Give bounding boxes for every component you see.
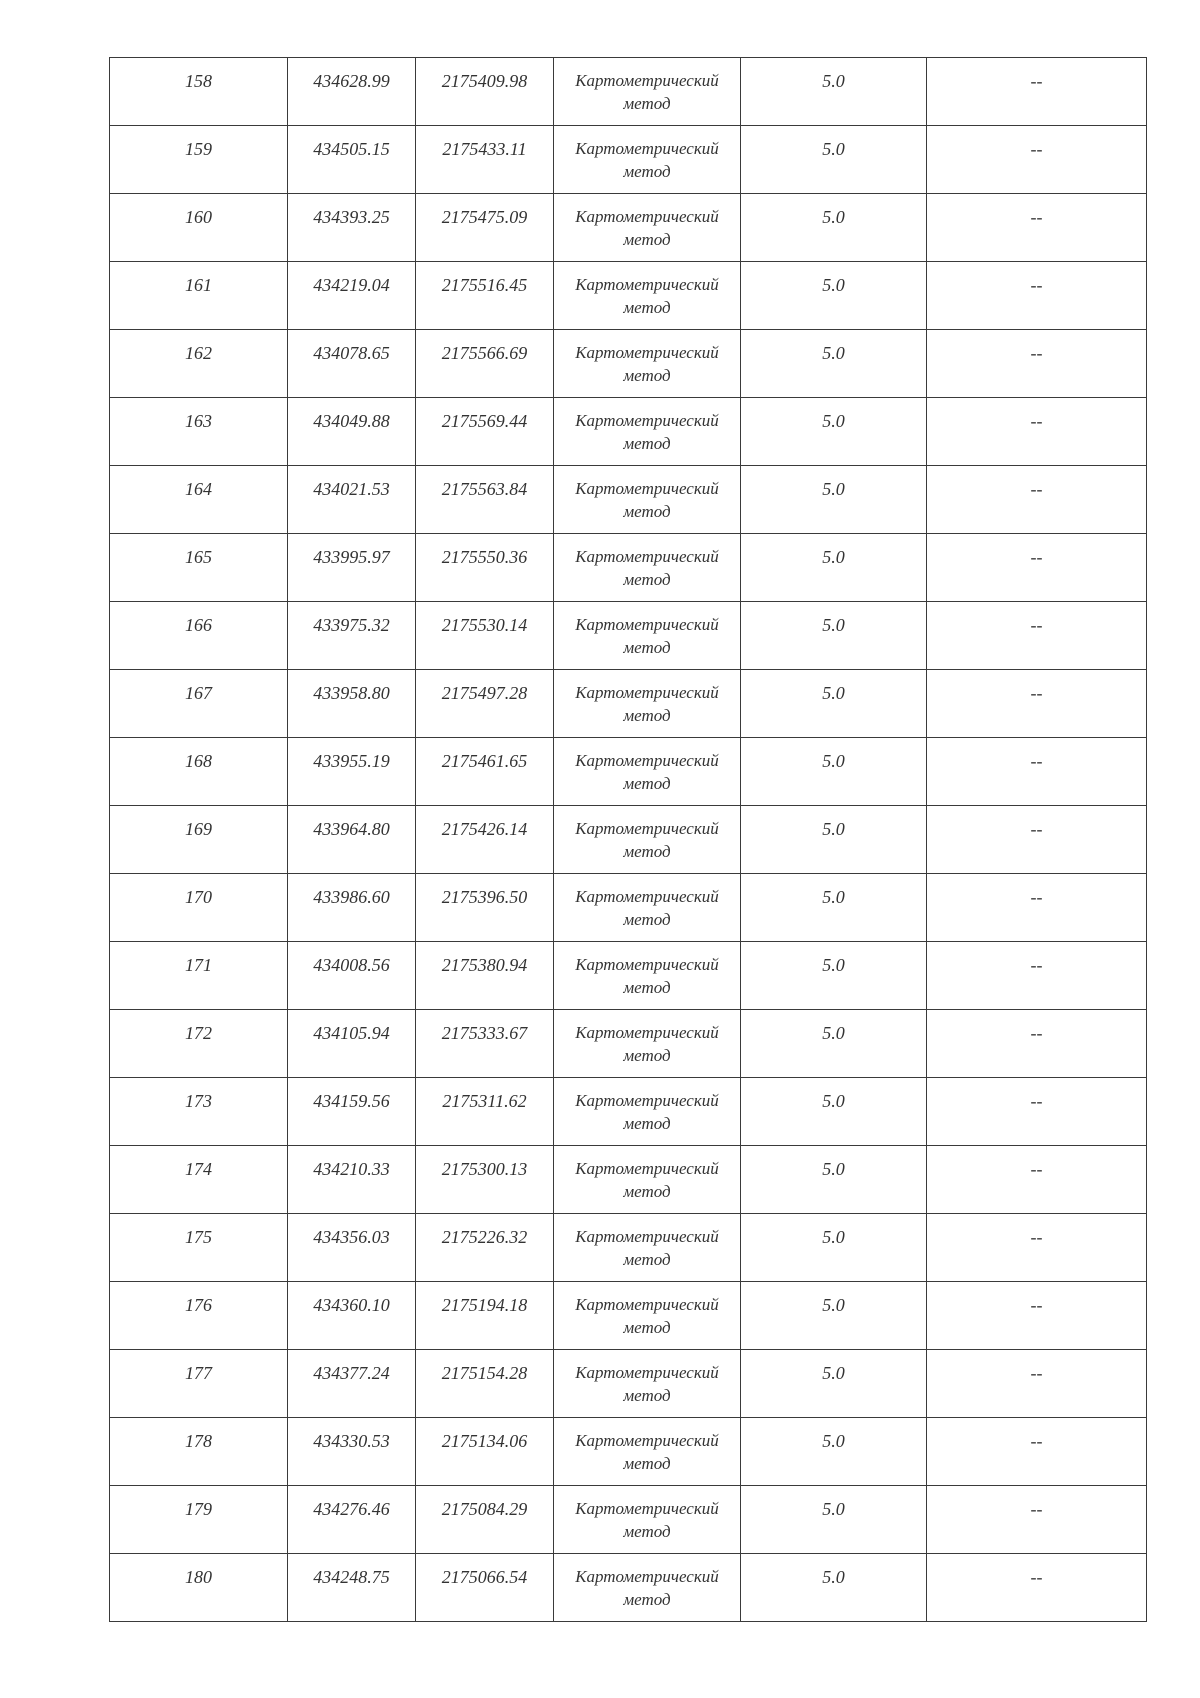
x-coordinate-cell: 434159.56 bbox=[288, 1078, 416, 1146]
y-coordinate-cell: 2175194.18 bbox=[416, 1282, 554, 1350]
x-coordinate-cell: 433955.19 bbox=[288, 738, 416, 806]
note-cell: -- bbox=[927, 398, 1147, 466]
table-row bbox=[110, 398, 1147, 466]
y-coordinate-cell: 2175311.62 bbox=[416, 1078, 554, 1146]
x-coordinate-cell: 434078.65 bbox=[288, 330, 416, 398]
accuracy-cell: 5.0 bbox=[741, 194, 927, 262]
method-text-line: Картометрический bbox=[575, 343, 719, 362]
y-coordinate-cell: 2175066.54 bbox=[416, 1554, 554, 1622]
method-text-line: метод bbox=[623, 910, 671, 929]
method-cell bbox=[554, 738, 741, 806]
method-text-line: метод bbox=[623, 1386, 671, 1405]
y-coordinate-cell: 2175566.69 bbox=[416, 330, 554, 398]
table-row bbox=[110, 1214, 1147, 1282]
point-number-cell: 180 bbox=[110, 1554, 288, 1622]
accuracy-cell: 5.0 bbox=[741, 1418, 927, 1486]
note-cell: -- bbox=[927, 670, 1147, 738]
method-text-line: метод bbox=[623, 1046, 671, 1065]
method-text-line: Картометрический bbox=[575, 411, 719, 430]
accuracy-cell: 5.0 bbox=[741, 602, 927, 670]
y-coordinate-cell: 2175516.45 bbox=[416, 262, 554, 330]
y-coordinate-cell: 2175333.67 bbox=[416, 1010, 554, 1078]
accuracy-cell: 5.0 bbox=[741, 874, 927, 942]
method-text-line: метод bbox=[623, 434, 671, 453]
x-coordinate-cell: 434219.04 bbox=[288, 262, 416, 330]
method-cell bbox=[554, 874, 741, 942]
point-number-cell: 178 bbox=[110, 1418, 288, 1486]
point-number-cell: 172 bbox=[110, 1010, 288, 1078]
method-text-line: Картометрический bbox=[575, 1363, 719, 1382]
method-cell bbox=[554, 1418, 741, 1486]
method-text-line: метод bbox=[623, 1590, 671, 1609]
note-cell: -- bbox=[927, 1418, 1147, 1486]
table-row bbox=[110, 806, 1147, 874]
method-cell bbox=[554, 1282, 741, 1350]
y-coordinate-cell: 2175530.14 bbox=[416, 602, 554, 670]
method-cell bbox=[554, 1146, 741, 1214]
table-row bbox=[110, 58, 1147, 126]
accuracy-cell: 5.0 bbox=[741, 466, 927, 534]
note-cell: -- bbox=[927, 1282, 1147, 1350]
x-coordinate-cell: 434021.53 bbox=[288, 466, 416, 534]
table-row bbox=[110, 942, 1147, 1010]
point-number-cell: 161 bbox=[110, 262, 288, 330]
method-text-line: метод bbox=[623, 706, 671, 725]
coordinates-table bbox=[109, 57, 1147, 1622]
method-text-line: Картометрический bbox=[575, 1499, 719, 1518]
accuracy-cell: 5.0 bbox=[741, 330, 927, 398]
accuracy-cell: 5.0 bbox=[741, 1554, 927, 1622]
point-number-cell: 166 bbox=[110, 602, 288, 670]
point-number-cell: 179 bbox=[110, 1486, 288, 1554]
method-cell bbox=[554, 1010, 741, 1078]
method-text-line: метод bbox=[623, 162, 671, 181]
method-text-line: Картометрический bbox=[575, 955, 719, 974]
method-text-line: метод bbox=[623, 774, 671, 793]
method-text-line: метод bbox=[623, 298, 671, 317]
x-coordinate-cell: 433986.60 bbox=[288, 874, 416, 942]
point-number-cell: 160 bbox=[110, 194, 288, 262]
note-cell: -- bbox=[927, 466, 1147, 534]
y-coordinate-cell: 2175084.29 bbox=[416, 1486, 554, 1554]
point-number-cell: 174 bbox=[110, 1146, 288, 1214]
table-row bbox=[110, 1418, 1147, 1486]
method-text-line: метод bbox=[623, 1182, 671, 1201]
coordinates-table-body bbox=[110, 58, 1147, 1622]
method-text-line: метод bbox=[623, 366, 671, 385]
method-text-line: метод bbox=[623, 1318, 671, 1337]
method-text-line: Картометрический bbox=[575, 615, 719, 634]
method-text-line: Картометрический bbox=[575, 547, 719, 566]
note-cell: -- bbox=[927, 194, 1147, 262]
method-text-line: Картометрический bbox=[575, 1159, 719, 1178]
point-number-cell: 171 bbox=[110, 942, 288, 1010]
accuracy-cell: 5.0 bbox=[741, 58, 927, 126]
note-cell: -- bbox=[927, 874, 1147, 942]
accuracy-cell: 5.0 bbox=[741, 1214, 927, 1282]
note-cell: -- bbox=[927, 330, 1147, 398]
note-cell: -- bbox=[927, 1350, 1147, 1418]
note-cell: -- bbox=[927, 738, 1147, 806]
point-number-cell: 168 bbox=[110, 738, 288, 806]
x-coordinate-cell: 434356.03 bbox=[288, 1214, 416, 1282]
note-cell: -- bbox=[927, 534, 1147, 602]
method-text-line: Картометрический bbox=[575, 1023, 719, 1042]
point-number-cell: 170 bbox=[110, 874, 288, 942]
method-cell bbox=[554, 806, 741, 874]
method-text-line: Картометрический bbox=[575, 751, 719, 770]
accuracy-cell: 5.0 bbox=[741, 806, 927, 874]
method-cell bbox=[554, 1350, 741, 1418]
accuracy-cell: 5.0 bbox=[741, 1282, 927, 1350]
method-text-line: метод bbox=[623, 978, 671, 997]
method-text-line: Картометрический bbox=[575, 139, 719, 158]
y-coordinate-cell: 2175300.13 bbox=[416, 1146, 554, 1214]
accuracy-cell: 5.0 bbox=[741, 262, 927, 330]
table-row bbox=[110, 1554, 1147, 1622]
method-text-line: Картометрический bbox=[575, 71, 719, 90]
point-number-cell: 163 bbox=[110, 398, 288, 466]
accuracy-cell: 5.0 bbox=[741, 1350, 927, 1418]
note-cell: -- bbox=[927, 1486, 1147, 1554]
table-row bbox=[110, 466, 1147, 534]
method-text-line: метод bbox=[623, 502, 671, 521]
x-coordinate-cell: 434330.53 bbox=[288, 1418, 416, 1486]
point-number-cell: 176 bbox=[110, 1282, 288, 1350]
point-number-cell: 173 bbox=[110, 1078, 288, 1146]
x-coordinate-cell: 434210.33 bbox=[288, 1146, 416, 1214]
point-number-cell: 175 bbox=[110, 1214, 288, 1282]
method-cell bbox=[554, 1078, 741, 1146]
point-number-cell: 164 bbox=[110, 466, 288, 534]
method-cell bbox=[554, 262, 741, 330]
method-text-line: Картометрический bbox=[575, 1295, 719, 1314]
table-row bbox=[110, 126, 1147, 194]
method-cell bbox=[554, 398, 741, 466]
point-number-cell: 158 bbox=[110, 58, 288, 126]
method-cell bbox=[554, 670, 741, 738]
table-row bbox=[110, 738, 1147, 806]
method-text-line: метод bbox=[623, 1250, 671, 1269]
accuracy-cell: 5.0 bbox=[741, 1486, 927, 1554]
y-coordinate-cell: 2175461.65 bbox=[416, 738, 554, 806]
method-cell bbox=[554, 194, 741, 262]
note-cell: -- bbox=[927, 1078, 1147, 1146]
table-row bbox=[110, 1282, 1147, 1350]
x-coordinate-cell: 433995.97 bbox=[288, 534, 416, 602]
y-coordinate-cell: 2175497.28 bbox=[416, 670, 554, 738]
x-coordinate-cell: 433964.80 bbox=[288, 806, 416, 874]
x-coordinate-cell: 434276.46 bbox=[288, 1486, 416, 1554]
x-coordinate-cell: 434505.15 bbox=[288, 126, 416, 194]
x-coordinate-cell: 434105.94 bbox=[288, 1010, 416, 1078]
accuracy-cell: 5.0 bbox=[741, 398, 927, 466]
method-text-line: Картометрический bbox=[575, 887, 719, 906]
table-row bbox=[110, 670, 1147, 738]
note-cell: -- bbox=[927, 806, 1147, 874]
note-cell: -- bbox=[927, 942, 1147, 1010]
accuracy-cell: 5.0 bbox=[741, 942, 927, 1010]
point-number-cell: 169 bbox=[110, 806, 288, 874]
accuracy-cell: 5.0 bbox=[741, 126, 927, 194]
x-coordinate-cell: 434008.56 bbox=[288, 942, 416, 1010]
method-cell bbox=[554, 942, 741, 1010]
table-row bbox=[110, 330, 1147, 398]
point-number-cell: 162 bbox=[110, 330, 288, 398]
y-coordinate-cell: 2175134.06 bbox=[416, 1418, 554, 1486]
method-cell bbox=[554, 126, 741, 194]
x-coordinate-cell: 434248.75 bbox=[288, 1554, 416, 1622]
y-coordinate-cell: 2175569.44 bbox=[416, 398, 554, 466]
note-cell: -- bbox=[927, 126, 1147, 194]
point-number-cell: 159 bbox=[110, 126, 288, 194]
table-row bbox=[110, 1486, 1147, 1554]
note-cell: -- bbox=[927, 58, 1147, 126]
method-text-line: метод bbox=[623, 94, 671, 113]
x-coordinate-cell: 434049.88 bbox=[288, 398, 416, 466]
x-coordinate-cell: 433975.32 bbox=[288, 602, 416, 670]
method-cell bbox=[554, 330, 741, 398]
table-row bbox=[110, 262, 1147, 330]
method-text-line: метод bbox=[623, 1454, 671, 1473]
y-coordinate-cell: 2175433.11 bbox=[416, 126, 554, 194]
x-coordinate-cell: 434360.10 bbox=[288, 1282, 416, 1350]
method-cell bbox=[554, 602, 741, 670]
method-text-line: Картометрический bbox=[575, 1091, 719, 1110]
accuracy-cell: 5.0 bbox=[741, 1078, 927, 1146]
table-row bbox=[110, 874, 1147, 942]
y-coordinate-cell: 2175475.09 bbox=[416, 194, 554, 262]
y-coordinate-cell: 2175563.84 bbox=[416, 466, 554, 534]
x-coordinate-cell: 434377.24 bbox=[288, 1350, 416, 1418]
y-coordinate-cell: 2175226.32 bbox=[416, 1214, 554, 1282]
point-number-cell: 177 bbox=[110, 1350, 288, 1418]
table-row bbox=[110, 1078, 1147, 1146]
note-cell: -- bbox=[927, 1010, 1147, 1078]
method-text-line: Картометрический bbox=[575, 479, 719, 498]
table-row bbox=[110, 534, 1147, 602]
y-coordinate-cell: 2175380.94 bbox=[416, 942, 554, 1010]
method-cell bbox=[554, 1554, 741, 1622]
method-cell bbox=[554, 534, 741, 602]
method-text-line: Картометрический bbox=[575, 1431, 719, 1450]
point-number-cell: 165 bbox=[110, 534, 288, 602]
method-cell bbox=[554, 1214, 741, 1282]
method-text-line: Картометрический bbox=[575, 1227, 719, 1246]
point-number-cell: 167 bbox=[110, 670, 288, 738]
method-text-line: Картометрический bbox=[575, 683, 719, 702]
x-coordinate-cell: 434393.25 bbox=[288, 194, 416, 262]
method-cell bbox=[554, 58, 741, 126]
method-text-line: метод bbox=[623, 638, 671, 657]
method-text-line: Картометрический bbox=[575, 275, 719, 294]
method-text-line: метод bbox=[623, 842, 671, 861]
method-text-line: Картометрический bbox=[575, 207, 719, 226]
accuracy-cell: 5.0 bbox=[741, 1010, 927, 1078]
table-row bbox=[110, 1350, 1147, 1418]
method-text-line: метод bbox=[623, 570, 671, 589]
note-cell: -- bbox=[927, 602, 1147, 670]
table-row bbox=[110, 1146, 1147, 1214]
table-row bbox=[110, 602, 1147, 670]
method-text-line: метод bbox=[623, 1114, 671, 1133]
accuracy-cell: 5.0 bbox=[741, 1146, 927, 1214]
accuracy-cell: 5.0 bbox=[741, 738, 927, 806]
y-coordinate-cell: 2175409.98 bbox=[416, 58, 554, 126]
accuracy-cell: 5.0 bbox=[741, 670, 927, 738]
y-coordinate-cell: 2175550.36 bbox=[416, 534, 554, 602]
method-cell bbox=[554, 1486, 741, 1554]
y-coordinate-cell: 2175154.28 bbox=[416, 1350, 554, 1418]
note-cell: -- bbox=[927, 1214, 1147, 1282]
x-coordinate-cell: 434628.99 bbox=[288, 58, 416, 126]
method-cell bbox=[554, 466, 741, 534]
method-text-line: метод bbox=[623, 230, 671, 249]
method-text-line: Картометрический bbox=[575, 819, 719, 838]
table-row bbox=[110, 194, 1147, 262]
table-row bbox=[110, 1010, 1147, 1078]
y-coordinate-cell: 2175426.14 bbox=[416, 806, 554, 874]
method-text-line: метод bbox=[623, 1522, 671, 1541]
method-text-line: Картометрический bbox=[575, 1567, 719, 1586]
x-coordinate-cell: 433958.80 bbox=[288, 670, 416, 738]
y-coordinate-cell: 2175396.50 bbox=[416, 874, 554, 942]
note-cell: -- bbox=[927, 262, 1147, 330]
accuracy-cell: 5.0 bbox=[741, 534, 927, 602]
note-cell: -- bbox=[927, 1554, 1147, 1622]
note-cell: -- bbox=[927, 1146, 1147, 1214]
